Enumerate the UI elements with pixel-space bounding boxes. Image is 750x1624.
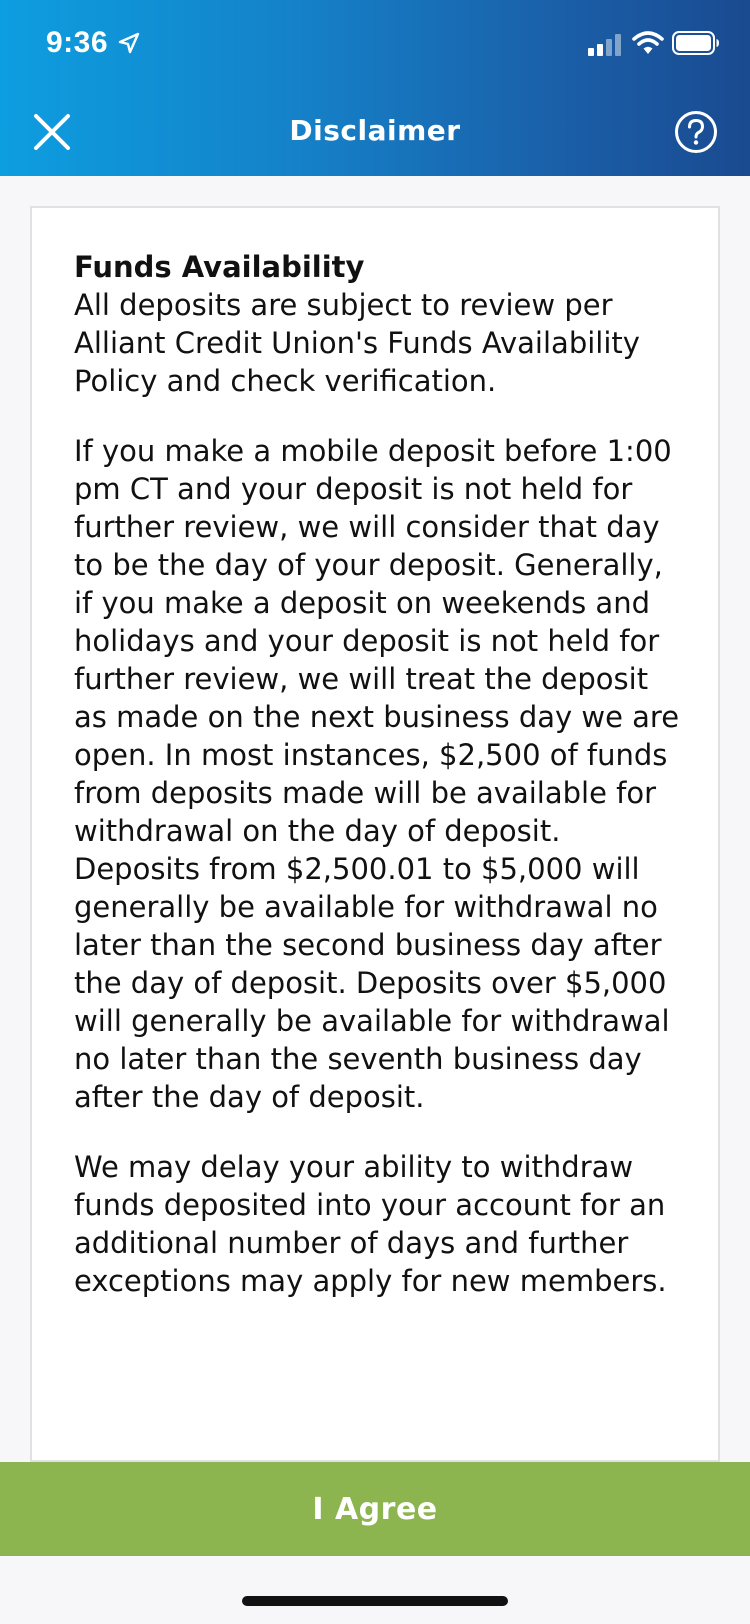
status-bar xyxy=(0,0,750,96)
header xyxy=(0,0,750,176)
section-heading: Funds Availability xyxy=(74,250,365,284)
wifi-icon xyxy=(632,30,664,56)
disclaimer-card[interactable] xyxy=(30,206,720,1462)
signal-icon xyxy=(588,34,624,56)
help-icon[interactable] xyxy=(674,110,718,154)
paragraph-review: All deposits are subject to review per Alliant Credit Union's Funds Availability Policy and check verification. xyxy=(74,288,640,398)
paragraph-deposit-timing: If you make a mobile deposit before 1:00 pm CT and your deposit is not held for further review, we will consider that day to be the day of your deposit. Generally, if you make a deposit on weekends and holidays and your deposit is not held for further review, we will treat the deposit as made on the next business day we are open. In most instances, $2,500 of funds from deposits made will be available for withdrawal on the day of deposit. Deposits from $2,500.01 to $5,000 will generally be available for withdrawal no later than the second business day after the day of deposit. Deposits over $5,000 will generally be available for withdrawal no later than the seventh business day after the day of deposit. xyxy=(74,434,680,1114)
location-arrow-icon xyxy=(118,32,140,54)
home-indicator[interactable] xyxy=(242,1596,508,1606)
nav-bar xyxy=(0,96,750,176)
page-title: Disclaimer xyxy=(289,114,461,147)
disclaimer-content xyxy=(32,208,718,1300)
status-time: 9:36 xyxy=(46,26,109,59)
battery-icon xyxy=(672,30,720,56)
paragraph-delay: We may delay your ability to withdraw funds deposited into your account for an additional number of days and further exceptions may apply for new members. xyxy=(74,1150,667,1298)
agree-button[interactable]: I Agree xyxy=(0,1462,750,1556)
